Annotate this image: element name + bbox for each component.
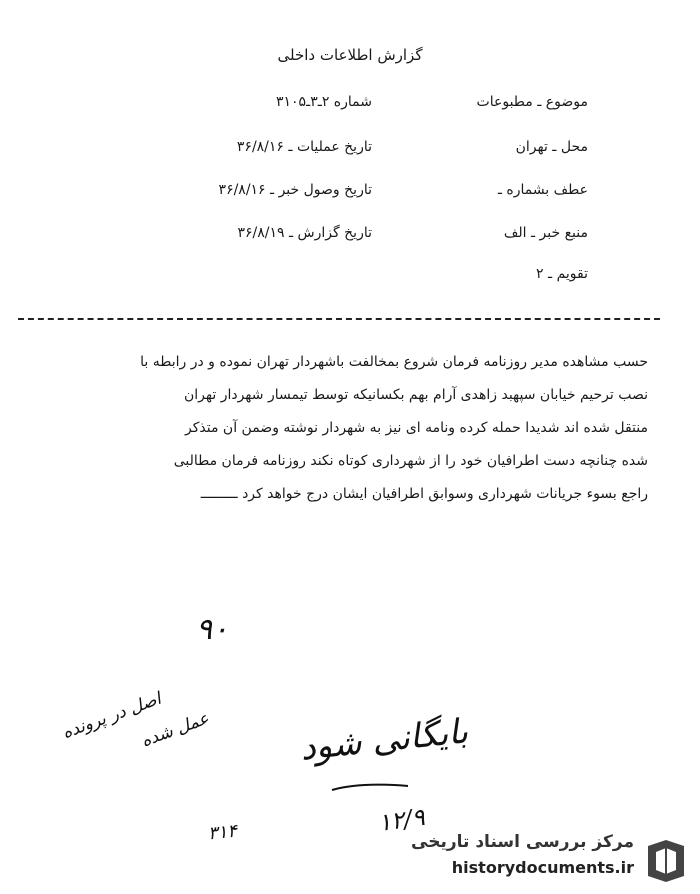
handwritten-margin-number: ۳۱۴ <box>206 820 239 845</box>
watermark-url: historydocuments.ir <box>451 858 634 877</box>
handwritten-margin-note: عمل شده <box>138 708 212 752</box>
source-field: منبع خبر ـ الف <box>503 225 588 241</box>
location-field: محل ـ تهران <box>515 139 588 155</box>
subject-field: موضوع ـ مطبوعات <box>476 94 588 110</box>
report-title: گزارش اطلاعات داخلی <box>277 46 423 64</box>
watermark-title: مرکز بررسی اسناد تاریخی <box>411 832 634 852</box>
handwritten-signature: بایگانی شود <box>298 711 470 769</box>
action-date-field: تاریخ عملیات ـ ۳۶/۸/۱۶ <box>236 139 372 155</box>
handwritten-margin-note: اصل در پرونده <box>59 688 164 744</box>
handwritten-bottom-number: ۱۲/۹ <box>376 802 427 838</box>
handwritten-number: ۹۰ <box>196 612 229 647</box>
body-line: راجع بسوء جریانات شهرداری وسوابق اطرافیان ایشان درج خواهد کرد ـــــــــ <box>200 486 648 502</box>
report-date-field: تاریخ گزارش ـ ۳۶/۸/۱۹ <box>237 225 372 241</box>
body-line: حسب مشاهده مدیر روزنامه فرمان شروع بمخالفت باشهردار تهران نموده و در رابطه با <box>140 354 648 370</box>
watermark-logo <box>394 830 694 890</box>
body-line: شده چنانچه دست اطرافیان خود را از شهرداری کوتاه نکند روزنامه فرمان مطالبی <box>173 453 648 469</box>
book-icon <box>642 836 690 884</box>
body-line: نصب ترحیم خیابان سپهبد زاهدی آرام بهم بکسانیکه توسط تیمسار شهردار تهران <box>184 387 648 403</box>
dashed-divider <box>18 318 660 320</box>
body-line: منتقل شده اند شدیدا حمله کرده ونامه ای نیز به شهردار نوشته وضمن آن متذکر <box>185 420 648 436</box>
reference-field: عطف بشماره ـ <box>497 182 588 198</box>
report-body <box>48 346 648 511</box>
evaluation-field: تقویم ـ ۲ <box>536 266 588 282</box>
number-field: شماره ۲ـ۳ـ۳۱۰۵ <box>276 94 372 110</box>
signature-underline <box>330 780 410 794</box>
receipt-date-field: تاریخ وصول خبر ـ ۳۶/۸/۱۶ <box>218 182 372 198</box>
